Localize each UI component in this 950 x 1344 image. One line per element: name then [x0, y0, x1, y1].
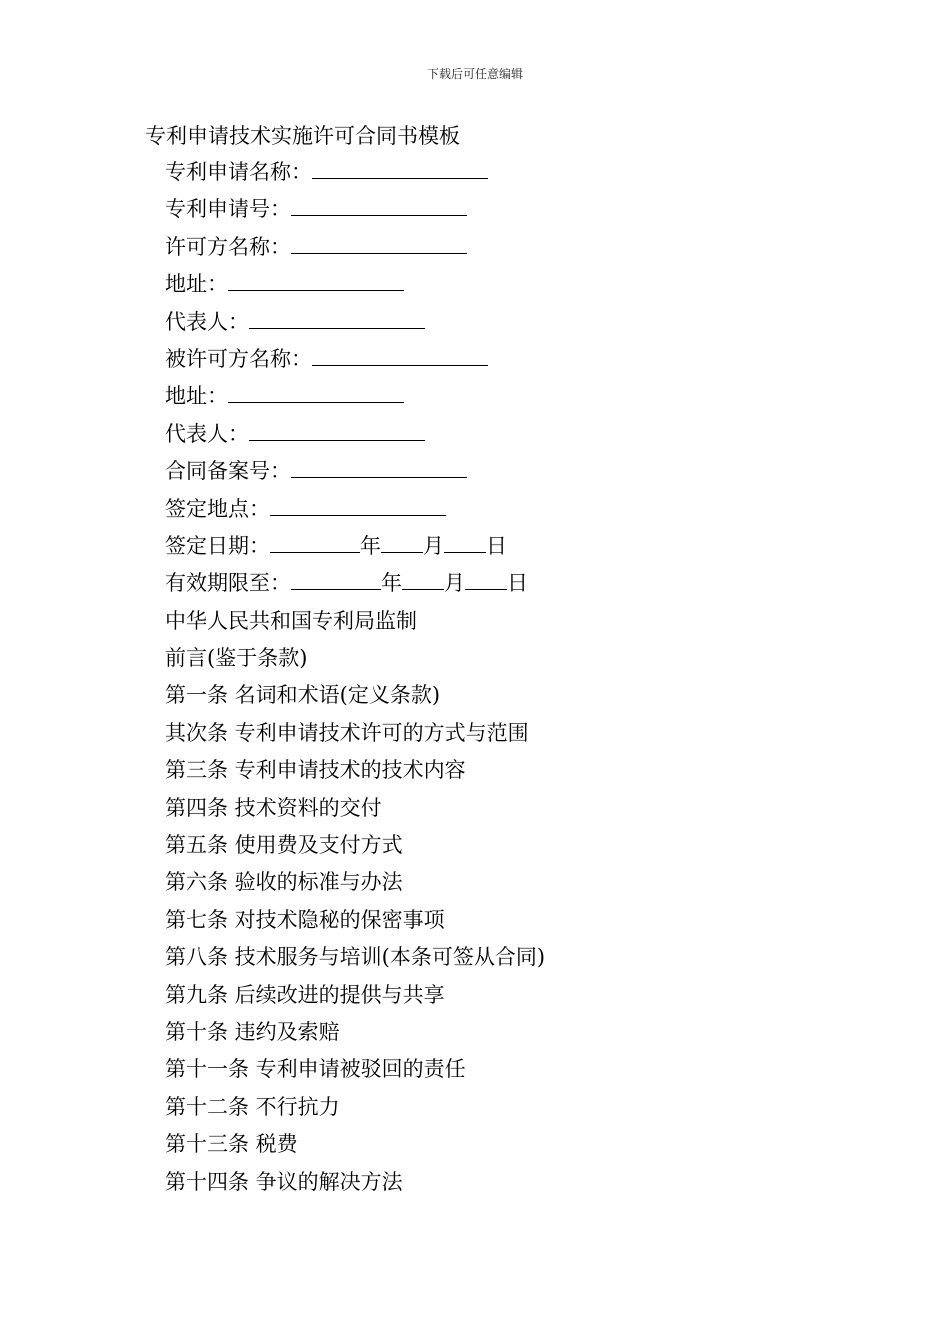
field-contract-record-number — [165, 457, 545, 494]
article-line: 第十二条 不行抗力 — [165, 1094, 340, 1119]
field-licensor-representative — [165, 308, 545, 345]
article-line: 第七条 对技术隐秘的保密事项 — [165, 907, 445, 932]
article-line: 第六条 验收的标准与办法 — [165, 870, 403, 895]
fill-blank — [312, 347, 488, 366]
fill-blank — [270, 497, 446, 516]
field-label: 专利申请号： — [165, 197, 291, 222]
article-line: 第八条 技术服务与培训(本条可签从合同) — [165, 945, 546, 970]
article-line: 第三条 专利申请技术的技术内容 — [165, 758, 466, 783]
field-licensee-representative — [165, 420, 545, 457]
fill-blank-day — [444, 534, 486, 553]
article-line: 第四条 技术资料的交付 — [165, 795, 382, 820]
fill-blank — [228, 384, 404, 403]
issuer-line: 中华人民共和国专利局监制 — [165, 608, 417, 633]
fill-blank-day — [465, 571, 507, 590]
field-signing-date — [165, 532, 545, 569]
field-patent-application-name — [165, 158, 545, 195]
field-label: 代表人： — [165, 421, 249, 446]
day-label: 日 — [486, 533, 507, 558]
field-licensor-name — [165, 233, 545, 270]
fill-blank-month — [381, 534, 423, 553]
article-line: 第十三条 税费 — [165, 1132, 298, 1157]
fill-blank — [228, 272, 404, 291]
field-label: 被许可方名称： — [165, 346, 312, 371]
field-licensee-name — [165, 345, 545, 382]
fill-blank — [249, 310, 425, 329]
field-label: 签定地点： — [165, 496, 270, 521]
field-label: 地址： — [165, 272, 228, 297]
preamble-line: 前言(鉴于条款) — [165, 646, 308, 671]
article-line: 第九条 后续改进的提供与共享 — [165, 982, 445, 1007]
field-validity-date — [165, 569, 545, 606]
fill-blank — [291, 459, 467, 478]
fill-blank — [249, 422, 425, 441]
year-label: 年 — [360, 533, 381, 558]
field-label: 合同备案号： — [165, 459, 291, 484]
field-label: 许可方名称： — [165, 234, 291, 259]
fill-blank — [291, 197, 467, 216]
article-line: 第一条 名词和术语(定义条款) — [165, 683, 441, 708]
day-label: 日 — [507, 571, 528, 596]
field-licensor-address — [165, 270, 545, 307]
article-line: 第五条 使用费及支付方式 — [165, 833, 403, 858]
field-patent-application-number — [165, 195, 545, 232]
document-body — [165, 158, 545, 1205]
article-line: 其次条 专利申请技术许可的方式与范围 — [165, 720, 529, 745]
article-line: 第十条 违约及索赔 — [165, 1019, 340, 1044]
fill-blank — [312, 160, 488, 179]
fill-blank-month — [402, 571, 444, 590]
field-label: 代表人： — [165, 309, 249, 334]
fill-blank-year — [270, 534, 360, 553]
article-line: 第十四条 争议的解决方法 — [165, 1169, 403, 1194]
field-label: 签定日期： — [165, 533, 270, 558]
month-label: 月 — [444, 571, 465, 596]
field-label: 专利申请名称： — [165, 160, 312, 184]
field-licensee-address — [165, 382, 545, 419]
field-label: 地址： — [165, 384, 228, 409]
document-title: 专利申请技术实施许可合同书模板 — [145, 124, 460, 148]
field-label: 有效期限至： — [165, 571, 291, 596]
page-header: 下载后可任意编辑 — [426, 67, 523, 81]
article-line: 第十一条 专利申请被驳回的责任 — [165, 1057, 466, 1082]
year-label: 年 — [381, 571, 402, 596]
month-label: 月 — [423, 533, 444, 558]
field-signing-place — [165, 495, 545, 532]
fill-blank — [291, 235, 467, 254]
fill-blank-year — [291, 571, 381, 590]
